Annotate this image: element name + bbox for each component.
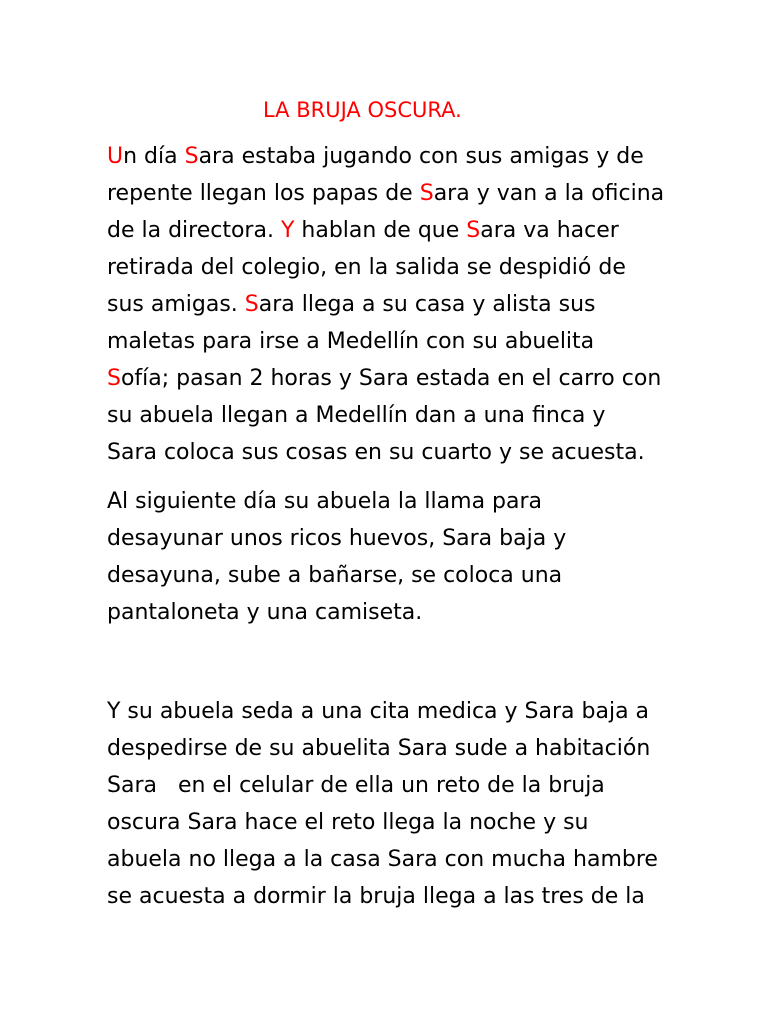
text-segment: ara y van a la oficina: [433, 181, 665, 206]
red-initial-letter: S: [419, 181, 434, 206]
text-segment: sus amigas.: [107, 292, 245, 317]
paragraph-3-line: [107, 771, 605, 801]
text-segment: maletas para irse a Medellín con su abuelita: [107, 329, 595, 354]
paragraph-1-line: [107, 179, 664, 209]
red-initial-letter: S: [184, 144, 199, 169]
paragraph-3-line: [107, 882, 645, 912]
text-segment: repente llegan los papas de: [107, 181, 420, 206]
red-initial-letter: S: [466, 218, 481, 243]
paragraph-2-line: [107, 561, 562, 591]
paragraph-1-line: [107, 364, 661, 394]
red-initial-letter: S: [107, 366, 121, 391]
paragraph-2-line: [107, 487, 542, 517]
red-initial-letter: U: [107, 144, 124, 169]
text-segment: desayuna, sube a bañarse, se coloca una: [107, 563, 563, 588]
text-segment: desayunar unos ricos huevos, Sara baja y: [107, 526, 567, 551]
paragraph-1-line: [107, 253, 626, 283]
paragraph-3-line: [107, 697, 649, 727]
text-segment: pantaloneta y una camiseta.: [107, 600, 423, 625]
paragraph-1-line: [107, 290, 596, 320]
paragraph-3-line: [107, 845, 658, 875]
text-segment: se acuesta a dormir la bruja llega a las tres de la: [107, 884, 645, 909]
text-segment: abuela no llega a la casa Sara con mucha hambre: [107, 847, 658, 872]
text-segment: ara estaba jugando con sus amigas y de: [198, 144, 644, 169]
paragraph-2-line: [107, 598, 422, 628]
text-segment: n día: [123, 144, 185, 169]
text-segment: Y su abuela seda a una cita medica y Sara baja a: [107, 699, 650, 724]
paragraph-1-line: [107, 401, 605, 431]
paragraph-1-line: [107, 142, 644, 172]
red-initial-letter: S: [244, 292, 259, 317]
text-segment: despedirse de su abuelita Sara sude a habitación: [107, 736, 651, 761]
document-title: LA BRUJA OSCURA.: [263, 98, 462, 122]
paragraph-1-line: [107, 216, 619, 246]
text-segment: de la directora.: [107, 218, 281, 243]
paragraph-1-line: [107, 327, 594, 357]
paragraph-1-line: [107, 438, 645, 468]
text-segment: ara llega a su casa y alista sus: [258, 292, 596, 317]
text-segment: ofía; pasan 2 horas y Sara estada en el carro con: [120, 366, 662, 391]
text-segment: su abuela llegan a Medellín dan a una finca y: [107, 403, 606, 428]
text-segment: oscura Sara hace el reto llega la noche y su: [107, 810, 589, 835]
red-initial-letter: Y: [280, 218, 295, 243]
paragraph-3-line: [107, 808, 589, 838]
text-segment: ara va hacer: [480, 218, 619, 243]
text-segment: Al siguiente día su abuela la llama para: [107, 489, 543, 514]
text-segment: Sara coloca sus cosas en su cuarto y se acuesta.: [107, 440, 645, 465]
text-segment: retirada del colegio, en la salida se despidió de: [107, 255, 626, 280]
paragraph-3-line: [107, 734, 650, 764]
text-segment: hablan de que: [294, 218, 467, 243]
text-segment: Sara en el celular de ella un reto de la bruja: [107, 773, 605, 798]
paragraph-2-line: [107, 524, 566, 554]
